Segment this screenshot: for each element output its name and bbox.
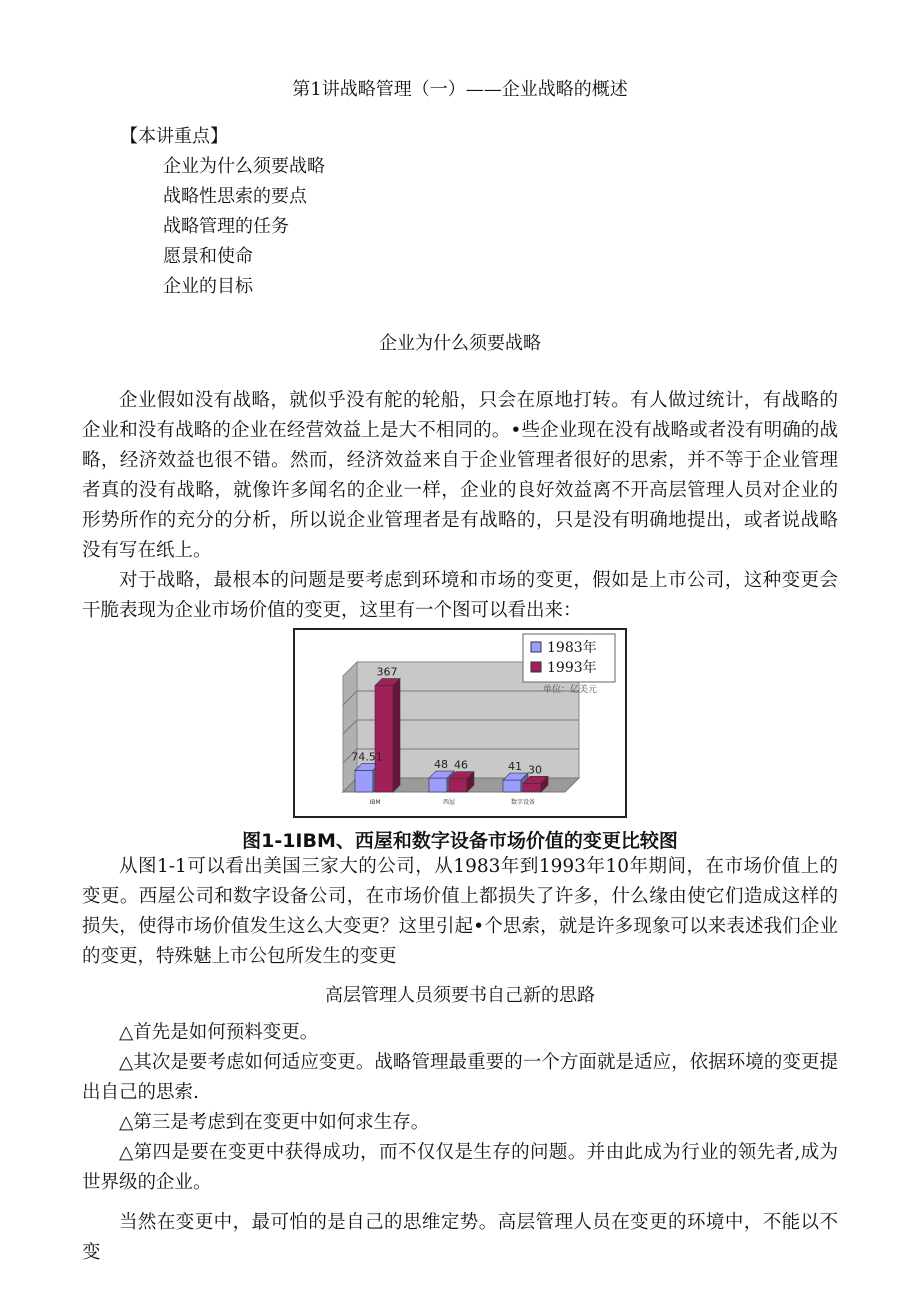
bar-1993年-IBM: [375, 686, 393, 792]
data-label: 30: [528, 763, 542, 777]
bar-1983年-数字设备: [503, 780, 521, 792]
legend-swatch: [531, 662, 541, 672]
paragraph: 从图1-1可以看出美国三家大的公司，从1983年到1993年10年期间，在市场价值上的变更。西屋公司和数字设备公司，在市场价值上都损失了许多，什么缘由使它们造成这样的损失，使得市场价值发生这么大变更？这里引起•个思索，就是许多现象可以来表述我们企业的变更，特殊魅上市公包所发生的变更: [82, 856, 838, 967]
paragraph: 当然在变更中，最可怕的是自己的思维定势。高层管理人员在变更的环境中，不能以不变: [82, 1212, 838, 1263]
paragraph: 对于战略，最根本的问题是要考虑到环境和市场的变更，假如是上市公司，这种变更会干脆表现为企业市场价值的变更，这里有一个图可以看出来：: [82, 570, 838, 621]
bar-1993年-西屋: [449, 779, 467, 792]
bullet-item: △第四是要在变更中获得成功，而不仅仅是生存的问题。并由此成为行业的领先者,成为世界级的企业。: [82, 1142, 838, 1193]
key-point-item: 企业的目标: [163, 276, 253, 297]
bullet-item: △第三是考虑到在变更中如何求生存。: [119, 1112, 430, 1133]
key-points-heading: 【本讲重点】: [120, 126, 228, 147]
legend-swatch: [531, 642, 541, 652]
data-label: 74.51: [351, 750, 383, 764]
bar-1983年-西屋: [429, 778, 447, 792]
data-label: 41: [508, 760, 522, 774]
bar-1983年-IBM: [355, 770, 373, 792]
key-point-item: 战略管理的任务: [163, 216, 289, 237]
bar-chart: [293, 628, 627, 818]
section-title: 高层管理人员须要书自己新的思路: [325, 985, 595, 1006]
bullet-item: △首先是如何预料变更。: [119, 1022, 319, 1043]
key-point-item: 企业为什么须要战略: [163, 156, 325, 177]
legend-label: 1993年: [547, 660, 597, 676]
category-label: 西屋: [442, 799, 456, 806]
page-title: 第1讲战略管理（一）——企业战略的概述: [292, 79, 628, 100]
bullet-item: △其次是要考虑如何适应变更。战略管理最重要的一个方面就是适应，依据环境的变更提出自己的思索.: [82, 1052, 838, 1103]
category-label: IBM: [369, 799, 381, 806]
key-point-item: 战略性思索的要点: [163, 186, 307, 207]
data-label: 48: [434, 758, 448, 772]
data-label: 367: [376, 665, 398, 679]
chart-canvas: [295, 630, 625, 816]
paragraph: 企业假如没有战略，就似乎没有舵的轮船，只会在原地打转。有人做过统计，有战略的企业和没有战略的企业在经营效益上是大不相同的。•些企业现在没有战略或者没有明确的战略，经济效益也很不错。然而，经济效益来自于企业管理者很好的思索，并不等于企业管理者真的没有战略，就像许多闻名的企业一样，企业的良好效益离不开高层管理人员对企业的形势所作的充分的分析，所以说企业管理者是有战略的，只是没有明确地提出，或者说战略没有写在纸上。: [82, 390, 838, 561]
section-title: 企业为什么须要战略: [379, 333, 541, 354]
bar-1993年-数字设备: [523, 783, 541, 792]
unit-label: 单位：亿美元: [543, 685, 598, 695]
figure-caption: 图1-1IBM、西屋和数字设备市场价值的变更比较图: [242, 830, 678, 852]
category-label: 数字设备: [510, 799, 536, 806]
bar-side: [393, 679, 400, 792]
legend-label: 1983年: [547, 640, 597, 656]
data-label: 46: [454, 758, 468, 772]
key-point-item: 愿景和使命: [163, 246, 253, 267]
